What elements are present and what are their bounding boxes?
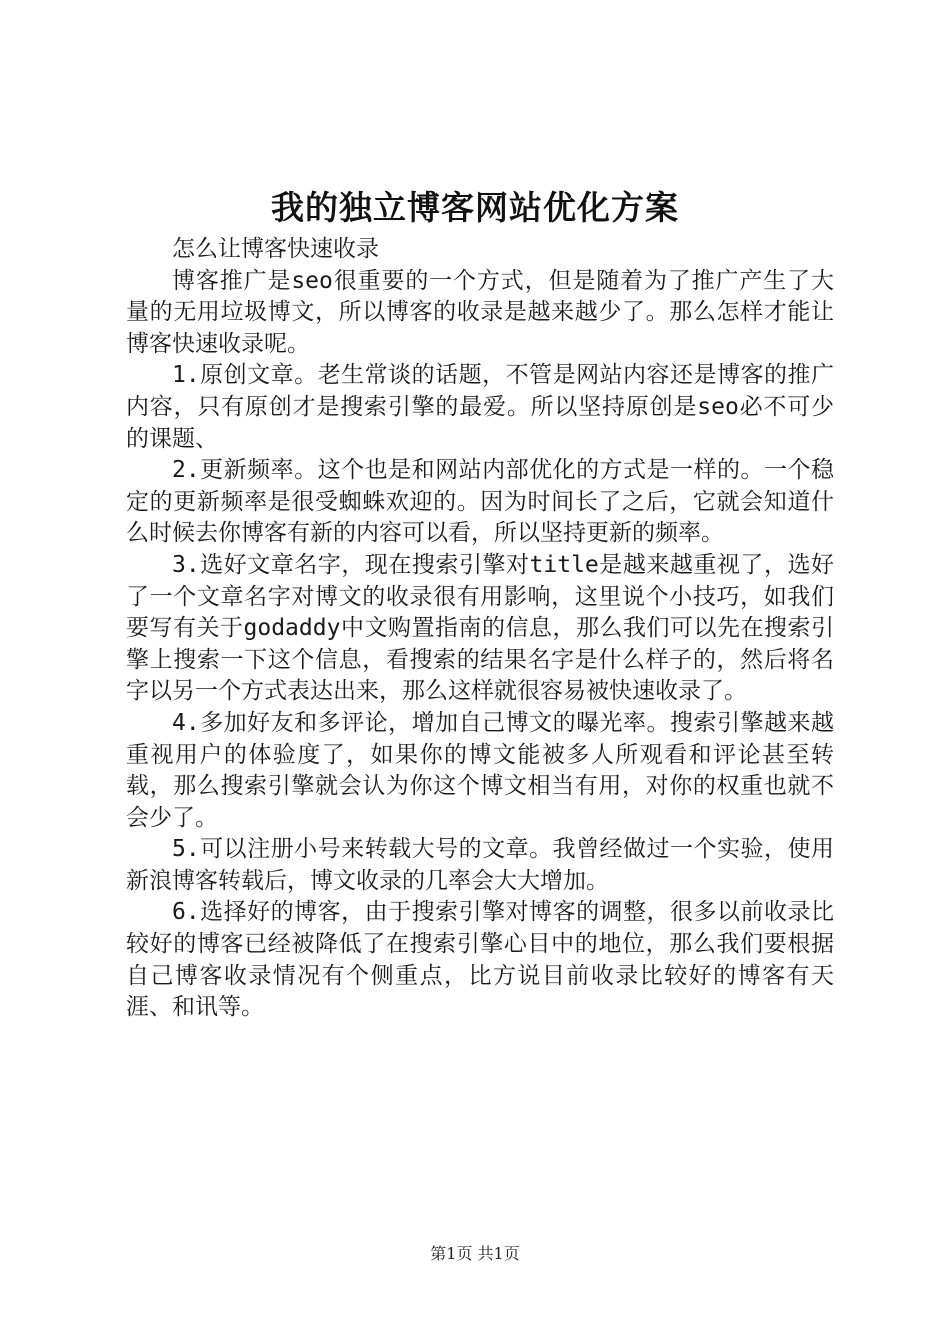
paragraph-item-2: 2.更新频率。这个也是和网站内部优化的方式是一样的。一个稳定的更新频率是很受蜘蛛欢迎的。因为时间长了之后，它就会知道什么时候去你博客有新的内容可以看，所以坚持更新的频率。: [126, 457, 834, 547]
paragraph-item-6: 6.选择好的博客，由于搜索引擎对博客的调整，很多以前收录比较好的博客已经被降低了在搜索引擎心目中的地位，那么我们要根据自己博客收录情况有个侧重点，比方说目前收录比较好的博客有天涯、和讯等。: [126, 899, 834, 1021]
paragraph-intro: 博客推广是seo很重要的一个方式，但是随着为了推广产生了大量的无用垃圾博文，所以博客的收录是越来越少了。那么怎样才能让博客快速收录呢。: [126, 267, 834, 357]
paragraph-item-4: 4.多加好友和多评论，增加自己博文的曝光率。搜索引擎越来越重视用户的体验度了，如果你的博文能被多人所观看和评论甚至转载，那么搜索引擎就会认为你这个博文相当有用，对你的权重也就不会少了。: [126, 709, 834, 831]
paragraph-item-1: 1.原创文章。老生常谈的话题，不管是网站内容还是博客的推广内容，只有原创才是搜索引擎的最爱。所以坚持原创是seo必不可少的课题、: [126, 362, 834, 452]
paragraph-item-3: 3.选好文章名字，现在搜索引擎对title是越来越重视了，选好了一个文章名字对博文的收录很有用影响，这里说个小技巧，如我们要写有关于godaddy中文购置指南的信息，那么我们可以先在搜索引擎上搜索一下这个信息，看搜索的结果名字是什么样子的，然后将名字以另一个方式表达出来，那么这样就很容易被快速收录了。: [126, 551, 834, 705]
document-title: 我的独立博客网站优化方案: [271, 188, 679, 227]
paragraph-item-5: 5.可以注册小号来转载大号的文章。我曾经做过一个实验，使用新浪博客转载后，博文收录的几率会大大增加。: [126, 836, 834, 894]
paragraph-subtitle: 怎么让博客快速收录: [172, 236, 379, 262]
document-body: [126, 234, 834, 1024]
page-footer: 第1页 共1页: [430, 1244, 520, 1263]
